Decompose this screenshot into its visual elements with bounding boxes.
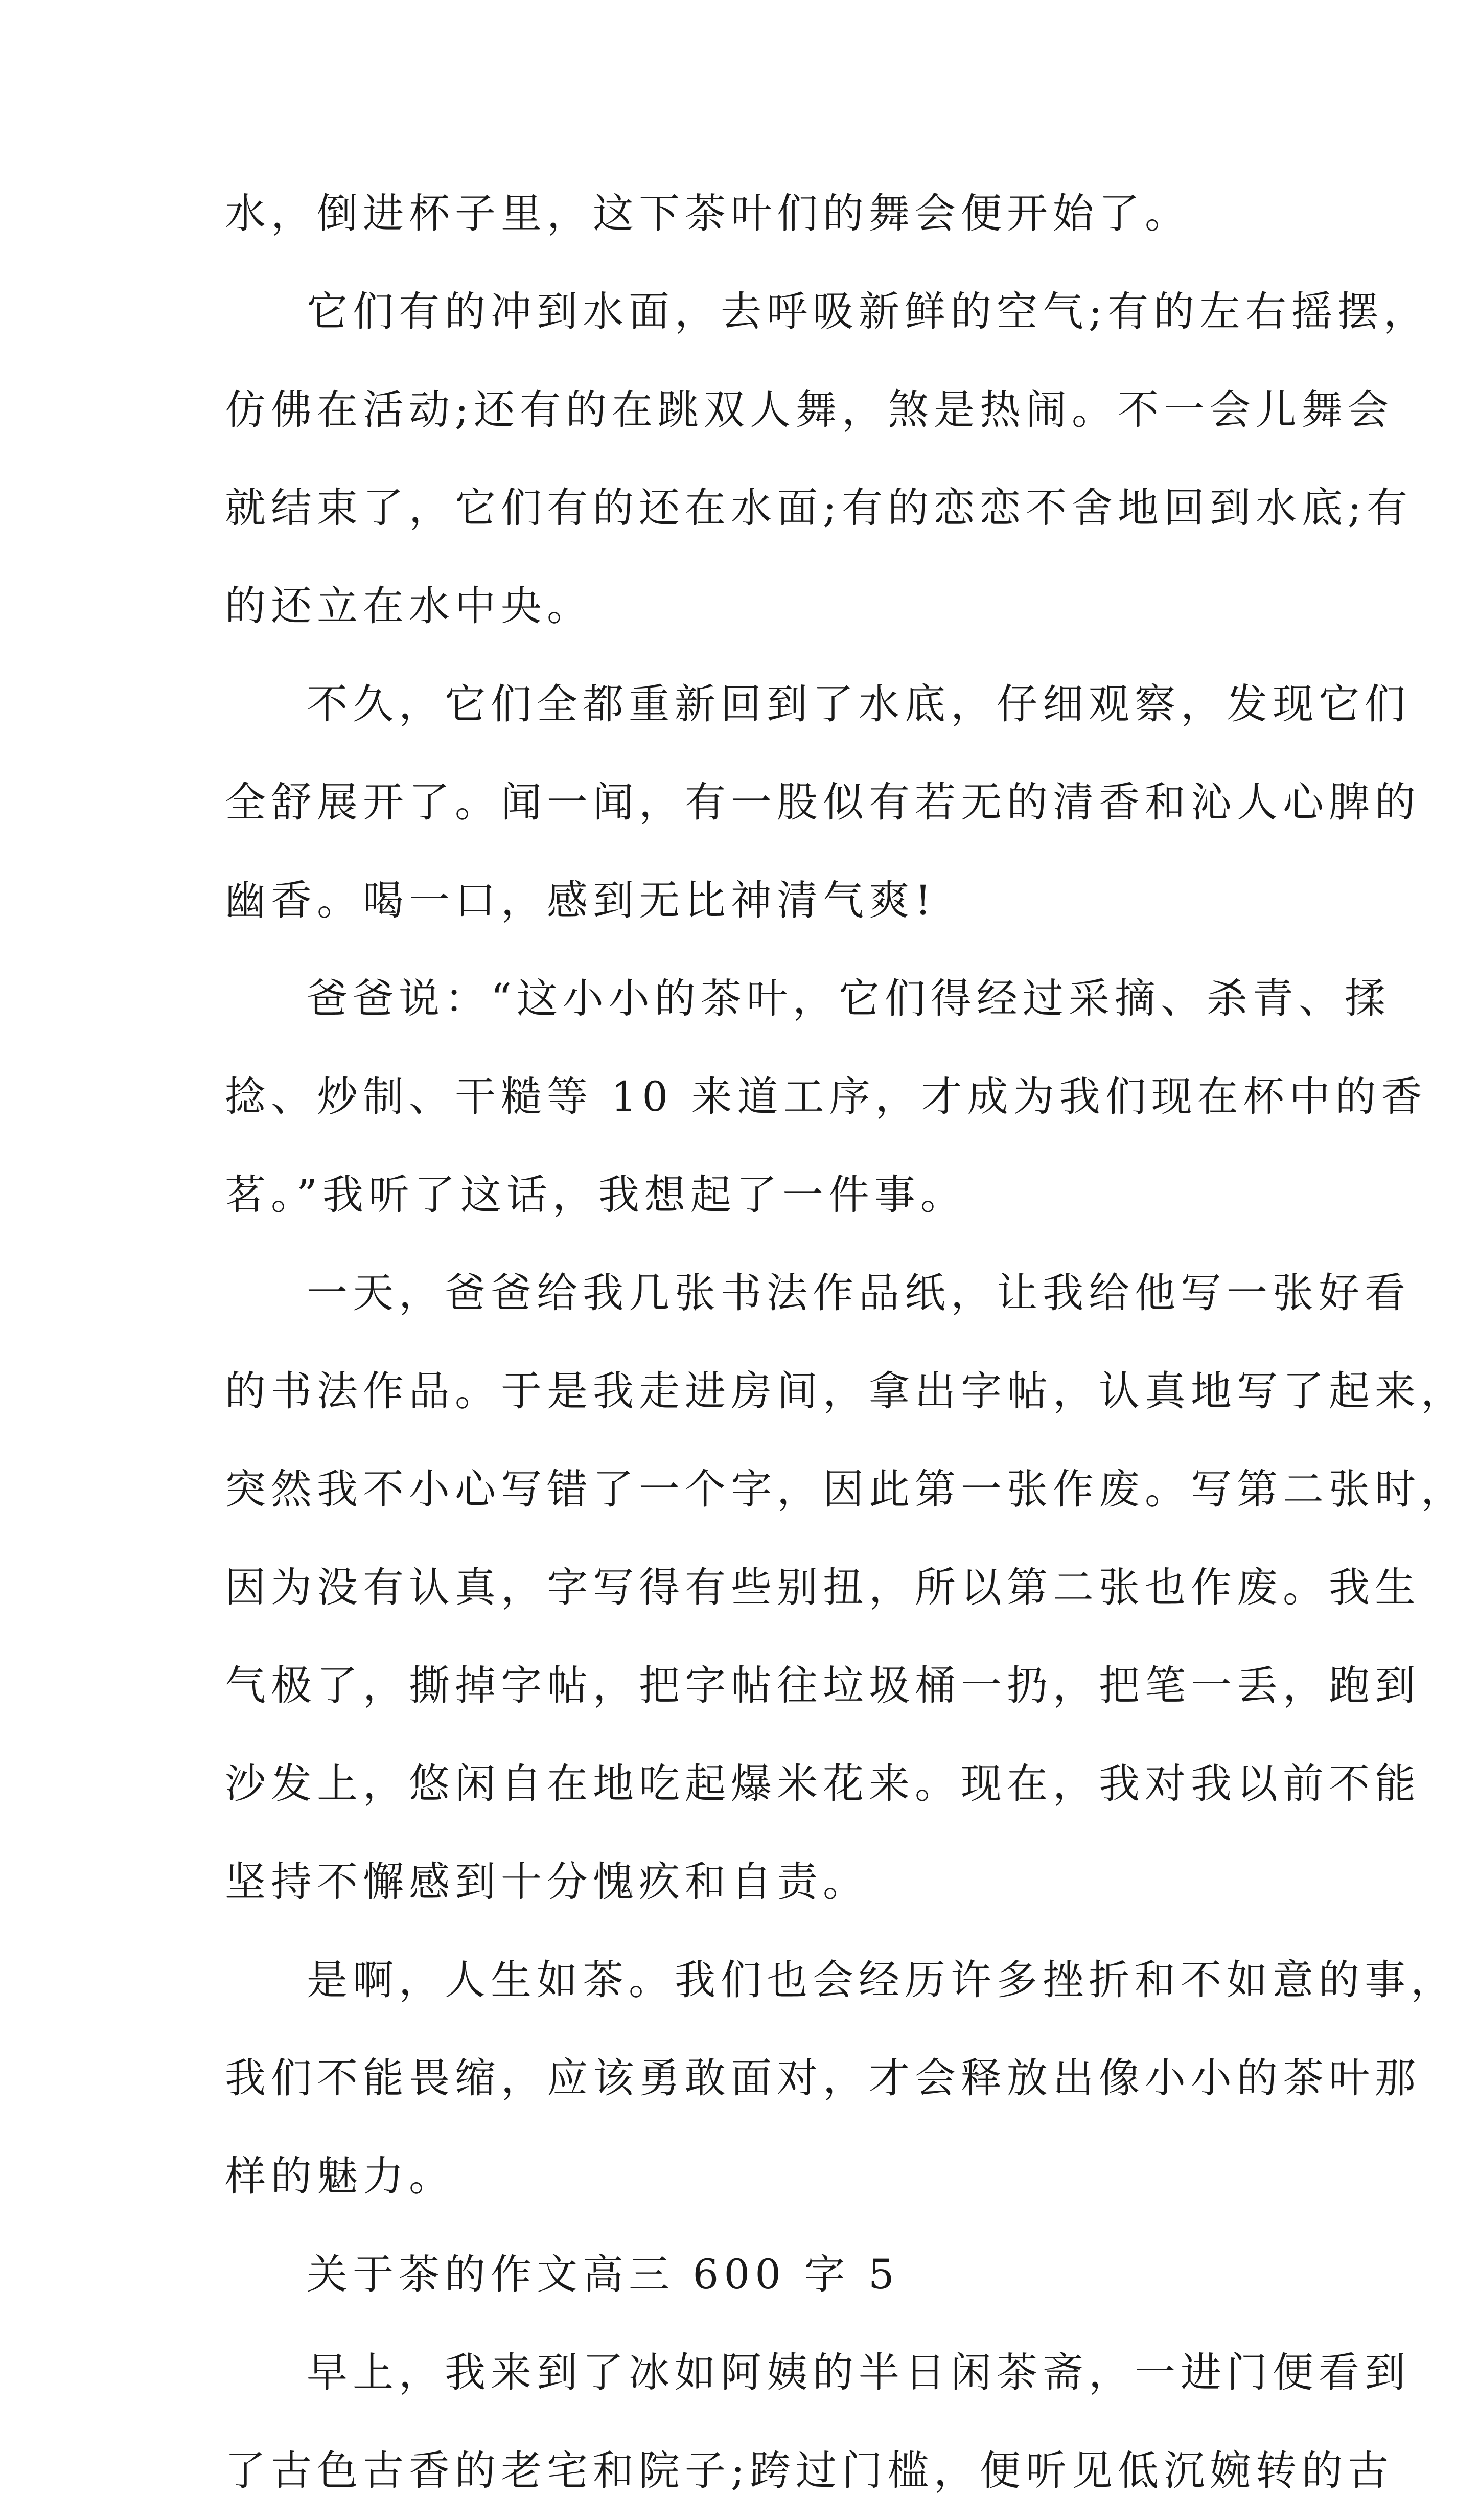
document-body [225, 165, 1467, 2520]
text-line: 沙发上，悠闲自在地吃起爆米花来。现在，我对我以前不能 [225, 1760, 1421, 1807]
section-heading: 关于茶的作文高三 600 字 5 [307, 2251, 899, 2298]
text-line: 幽香。喝一口，感到无比神清气爽! [225, 877, 937, 924]
text-line: 了古色古香的老宅和院子;跨过门槛，便听见低沉婉转的古 [225, 2447, 1394, 2494]
text-line: 突然我不小心写错了一个字，因此第一张作废。写第二张时， [225, 1465, 1467, 1513]
text-line: 茗。”我听了这话，我想起了一件事。 [225, 1171, 966, 1219]
text-line: 坚持不懈感到十分愧疚和自责。 [225, 1858, 869, 1906]
text-line: 我们不能畏缩，应该勇敢面对，才会释放出像小小的茶叶那 [225, 2054, 1421, 2102]
text-line: 就结束了，它们有的还在水面;有的恋恋不舍地回到水底;有 [225, 484, 1413, 532]
text-line: 的书法作品。于是我走进房间，拿出字帖，认真地写了起来， [225, 1367, 1467, 1415]
text-line: 全舒展开了。闻一闻，有一股似有若无的清香和沁人心脾的 [225, 778, 1421, 826]
text-line: 它们有的冲到水面，去呼吸新鲜的空气;有的左右摇摆， [307, 288, 1429, 335]
text-line: 的还立在水中央。 [225, 582, 593, 630]
text-line: 不久，它们全都重新回到了水底，仔细观察，发现它们 [307, 680, 1411, 728]
text-line: 捻、炒制、干糙等 10 来道工序，才成为我们现在杯中的香 [225, 1073, 1427, 1120]
text-line: 一天，爸爸给我几张书法作品纸，让我给他写一张好看 [307, 1269, 1411, 1317]
text-line: 仿佛在活动;还有的在跳双人舞，煞是热闹。不一会儿舞会 [225, 386, 1394, 433]
text-line: 因为没有认真，字写得有些别扭，所以第二张也作废。我生 [225, 1564, 1421, 1611]
text-line: 水，倒进杯子里，这下茶叶们的舞会便开始了。 [225, 190, 1191, 237]
text-line: 爸爸说：“这小小的茶叶，它们得经过采摘、杀青、揉 [307, 975, 1391, 1022]
text-line: 气极了，撕掉字帖，把字帖往垃圾桶一扔，把笔一丢，跑到 [225, 1662, 1421, 1709]
text-line: 早上，我来到了冰如阿姨的半日闲茶斋，一进门便看到 [307, 2349, 1411, 2396]
text-line: 样的魅力。 [225, 2152, 455, 2200]
text-line: 是啊，人生如茶。我们也会经历许多挫折和不如意的事， [307, 1956, 1457, 2004]
